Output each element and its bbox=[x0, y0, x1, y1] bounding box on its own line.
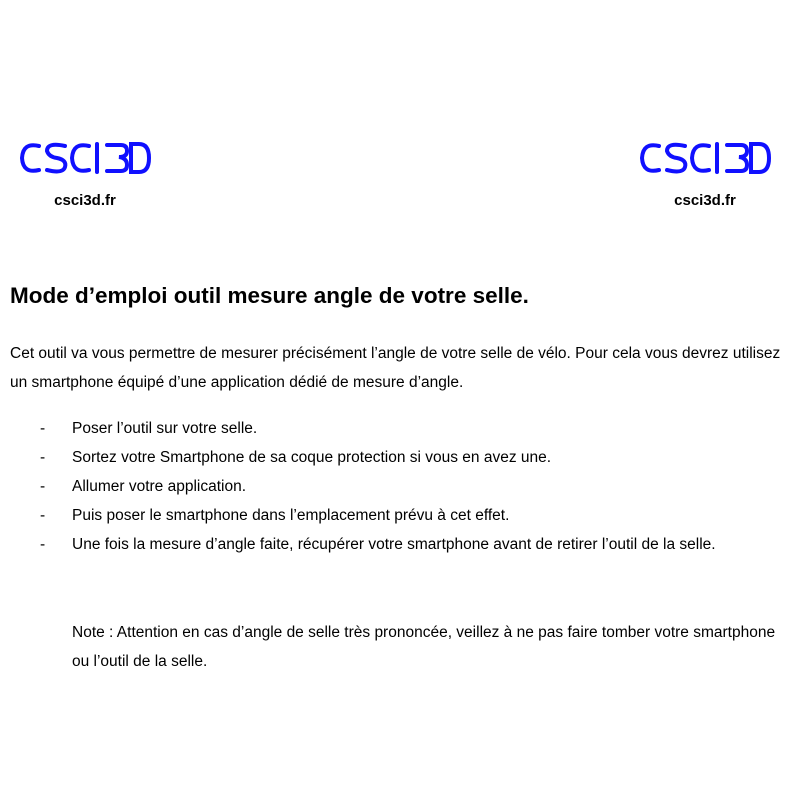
list-item bbox=[10, 501, 790, 530]
bullet-marker: - bbox=[40, 536, 46, 553]
step-text: Allumer votre application. bbox=[72, 478, 247, 495]
header-logo-right bbox=[635, 136, 775, 209]
logo-caption: csci3d.fr bbox=[54, 192, 116, 209]
list-item bbox=[10, 472, 790, 501]
step-text: Poser l’outil sur votre selle. bbox=[72, 420, 258, 437]
document-title: Mode d’emploi outil mesure angle de votre selle. bbox=[10, 283, 529, 308]
bullet-marker: - bbox=[40, 449, 46, 466]
header-logo-left bbox=[15, 136, 155, 209]
bullet-marker: - bbox=[40, 420, 46, 437]
bullet-marker: - bbox=[40, 507, 46, 524]
csci3d-logo-icon bbox=[637, 136, 773, 180]
step-text: Puis poser le smartphone dans l’emplacement prévu à cet effet. bbox=[72, 507, 510, 524]
bullet-marker: - bbox=[40, 478, 46, 495]
note-paragraph: Note : Attention en cas d’angle de selle très prononcée, veillez à ne pas faire tomber votre smartphone ou l’outil de la selle. bbox=[72, 624, 776, 670]
step-text: Une fois la mesure d’angle faite, récupérer votre smartphone avant de retirer l’outil de la selle. bbox=[72, 536, 716, 553]
csci3d-logo-icon bbox=[17, 136, 153, 180]
list-item bbox=[10, 443, 790, 472]
step-text: Sortez votre Smartphone de sa coque protection si vous en avez une. bbox=[72, 449, 552, 466]
list-item bbox=[10, 414, 790, 443]
steps-list bbox=[10, 414, 790, 559]
intro-paragraph: Cet outil va vous permettre de mesurer précisément l’angle de votre selle de vélo. Pour cela vous devrez utilisez un smartphone équipé d’une application dédié de mesure d’angle. bbox=[10, 345, 781, 391]
list-item bbox=[10, 530, 790, 559]
logo-caption: csci3d.fr bbox=[674, 192, 736, 209]
